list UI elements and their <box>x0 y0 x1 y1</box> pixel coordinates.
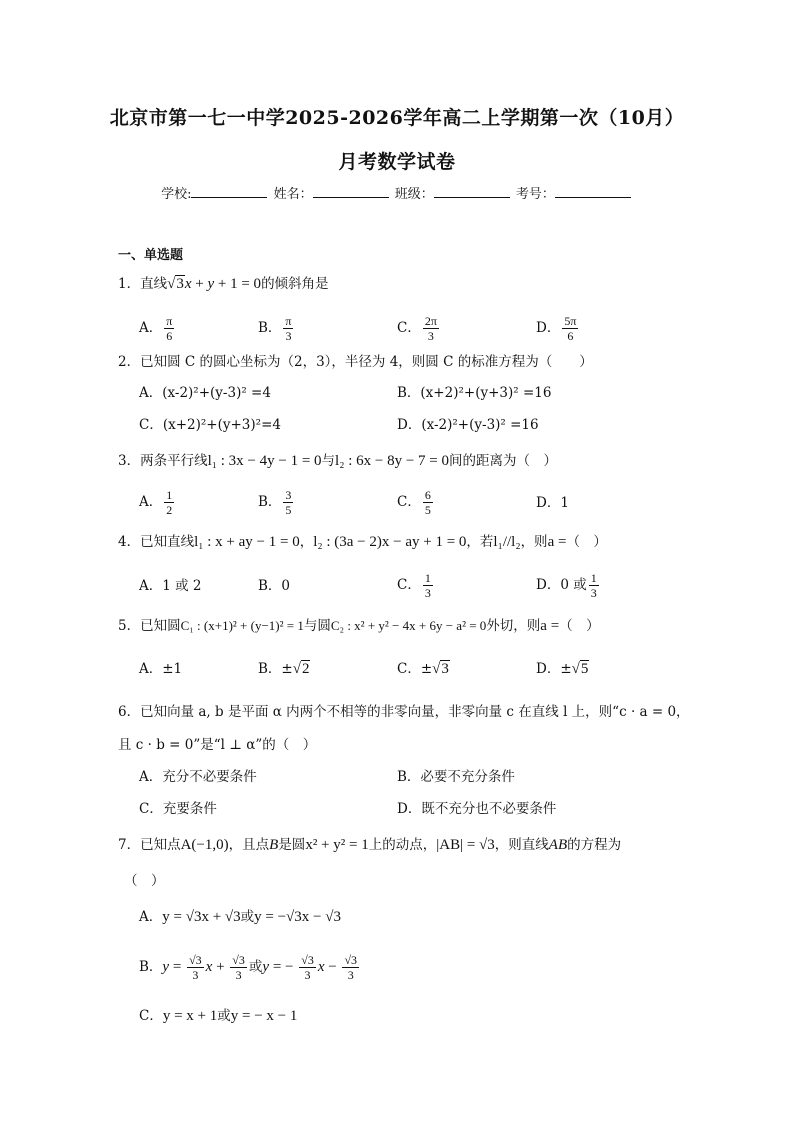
q3-option-b[interactable]: B． $\frac{3}{5}$ <box>258 488 292 517</box>
q3-option-c[interactable]: C． $\frac{6}{5}$ <box>397 488 431 517</box>
q3-option-d[interactable]: D．1 <box>536 495 569 511</box>
question-7-line2: （ ） <box>124 873 165 889</box>
school-label: 学校: <box>161 187 192 202</box>
q7-option-c[interactable]: C．y = x + 1或y = − x − 1 <box>139 1008 298 1024</box>
q3-option-a[interactable]: A． $\frac{1}{2}$ <box>139 488 173 517</box>
name-blank[interactable] <box>313 185 389 198</box>
question-7-line1: 7．已知点A(−1,0)，且点B是圆x² + y² = 1上的动点，|AB| = √3，则直线AB的方程为 <box>118 837 622 853</box>
q2-option-d[interactable]: D．(x-2)²+(y-3)² =16 <box>397 417 539 433</box>
id-blank[interactable] <box>555 185 631 198</box>
q6-option-b[interactable]: B．必要不充分条件 <box>397 769 515 785</box>
q5-option-b[interactable]: B．±√2 <box>258 661 310 677</box>
question-4: 4．已知直线l₁ : x + ay − 1 = 0，l₂ : (3a − 2)x − ay + 1 = 0，若l₁//l₂，则a =（ ） <box>118 534 607 550</box>
question-1: 1．直线√3x + y + 1 = 0的倾斜角是 <box>118 276 329 292</box>
q7-option-b[interactable]: B．y = $\frac{√3}{3}$ x + $\frac{√3}{3}$ 或y = − $\frac{√3}{3}$ x − $\frac{√3}{3}$ <box>139 953 358 982</box>
q4-option-b[interactable]: B．0 <box>258 578 291 594</box>
question-6-line1: 6．已知向量 a, b 是平面 α 内两个不相等的非零向量，非零向量 c 在直线 l 上，则“c · a = 0， <box>118 704 690 720</box>
q6-option-a[interactable]: A．充分不必要条件 <box>139 769 257 785</box>
question-2: 2．已知圆 C 的圆心坐标为（2，3），半径为 4，则圆 C 的标准方程为（ ） <box>118 354 593 370</box>
q7-option-a[interactable]: A．y = √3x + √3或y = −√3x − √3 <box>139 909 341 925</box>
question-6-line2: 且 c · b = 0”是“l ⊥ α”的（ ） <box>118 737 317 753</box>
q2-option-c[interactable]: C．(x+2)²+(y+3)²=4 <box>139 417 281 433</box>
q6-option-c[interactable]: C．充要条件 <box>139 801 217 817</box>
q2-option-b[interactable]: B．(x+2)²+(y+3)² =16 <box>397 385 552 401</box>
school-blank[interactable] <box>191 185 267 198</box>
q1-option-b[interactable]: B． $\frac{\pi}{3}$ <box>258 314 292 343</box>
student-info-row <box>0 183 794 202</box>
q1-option-a[interactable]: A． $\frac{\pi}{6}$ <box>139 314 173 343</box>
q1-option-c[interactable]: C． $\frac{2\pi}{3}$ <box>397 314 437 343</box>
name-label: 姓名： <box>273 187 313 202</box>
q4-option-d[interactable]: D．0 或 $\frac{1}{3}$ <box>536 571 597 600</box>
section-heading: 一、单选题 <box>118 248 184 263</box>
class-blank[interactable] <box>434 185 510 198</box>
id-label: 考号： <box>515 187 555 202</box>
exam-title-line2: 月考数学试卷 <box>338 151 456 173</box>
q5-option-a[interactable]: A．±1 <box>139 661 183 677</box>
q1-option-d[interactable]: D． $\frac{5\pi}{6}$ <box>536 314 577 343</box>
q4-option-c[interactable]: C． $\frac{1}{3}$ <box>397 571 431 600</box>
question-3: 3．两条平行线l₁ : 3x − 4y − 1 = 0与l₂ : 6x − 8y − 7 = 0间的距离为（ ） <box>118 453 557 469</box>
q5-option-c[interactable]: C．±√3 <box>397 661 449 677</box>
q5-option-d[interactable]: D．±√5 <box>536 661 589 677</box>
q2-option-a[interactable]: A．(x-2)²+(y-3)² =4 <box>139 385 271 401</box>
exam-title-line1: 北京市第一七一中学2025-2026学年高二上学期第一次（10月） <box>109 107 685 129</box>
q4-option-a[interactable]: A．1 或 2 <box>139 578 202 594</box>
q6-option-d[interactable]: D．既不充分也不必要条件 <box>397 801 557 817</box>
question-5: 5．已知圆C₁ : (x+1)² + (y−1)² = 1与圆C₂ : x² + y² − 4x + 6y − a² = 0外切，则a =（ ） <box>118 618 600 634</box>
class-label: 班级： <box>394 187 434 202</box>
